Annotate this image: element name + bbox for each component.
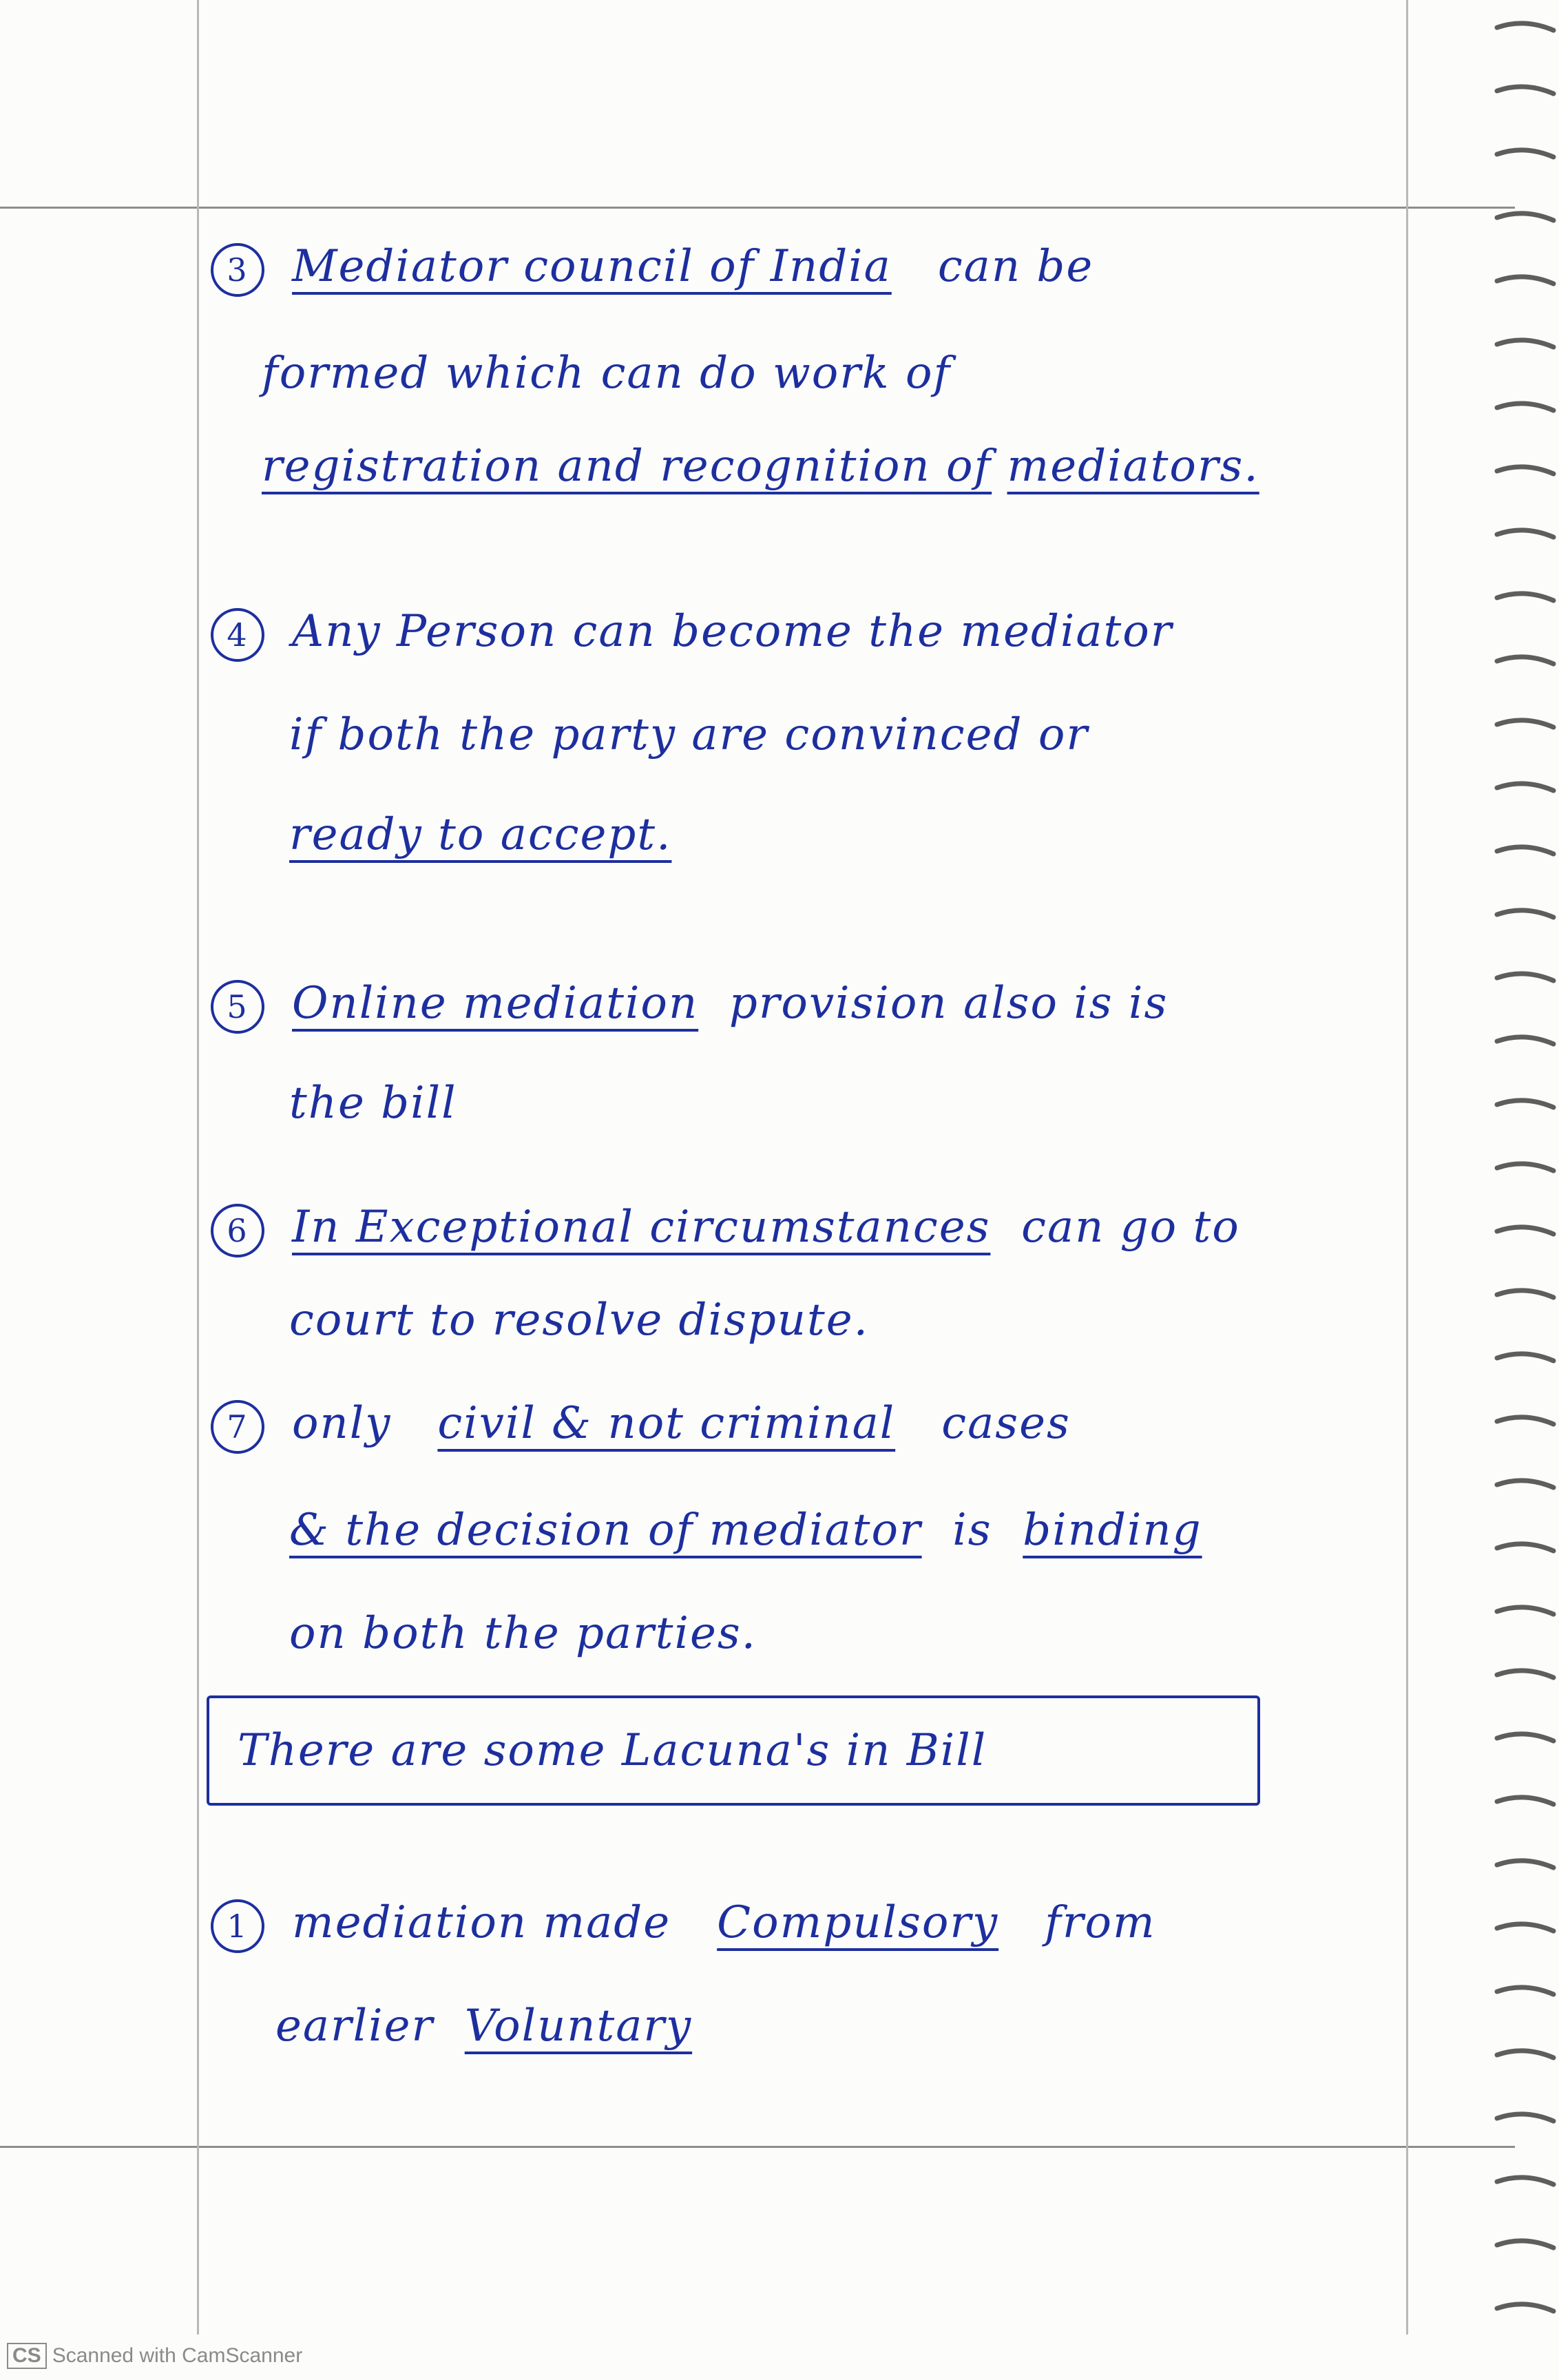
point-number-badge: 3: [211, 243, 264, 297]
spiral-coil: [1497, 1607, 1553, 1614]
ruled-line-bottom: [0, 2146, 1515, 2148]
point-5-line-2: the bill: [289, 1078, 457, 1129]
spiral-coil: [1497, 2051, 1553, 2058]
spiral-coil: [1497, 87, 1553, 94]
spiral-coil: [1497, 467, 1553, 474]
lacunae-heading: There are some Lacuna's in Bill: [238, 1725, 987, 1776]
point-4-line-2: if both the party are convinced or: [289, 709, 1089, 760]
spiral-coil: [1497, 847, 1553, 854]
spiral-coil: [1497, 2304, 1553, 2311]
spiral-coil: [1497, 1100, 1553, 1107]
spiral-coil: [1497, 404, 1553, 410]
spiral-coil: [1497, 23, 1553, 30]
margin-line-left: [197, 0, 199, 2335]
spiral-coil: [1497, 1291, 1553, 1297]
point-3-line-3: registration and recognition of mediators.: [262, 441, 1259, 492]
spiral-coil: [1497, 1671, 1553, 1678]
spiral-coil: [1497, 277, 1553, 284]
spiral-coil: [1497, 1164, 1553, 1171]
spiral-coil: [1497, 2178, 1553, 2184]
point-number-badge: 1: [211, 1899, 264, 1953]
spiral-coil: [1497, 340, 1553, 347]
spiral-coil: [1497, 1924, 1553, 1931]
spiral-coil: [1497, 974, 1553, 981]
point-number-badge: 7: [211, 1400, 264, 1454]
ruled-line-top: [0, 207, 1515, 209]
margin-line-right: [1406, 0, 1408, 2335]
point-6-line-2: court to resolve dispute.: [289, 1295, 869, 1346]
spiral-coil: [1497, 657, 1553, 664]
lacuna-1-line-2: earlier Voluntary: [275, 2001, 693, 2052]
spiral-coil: [1497, 1797, 1553, 1804]
binding-line-2: on both the parties.: [289, 1608, 757, 1659]
spiral-coil: [1497, 1037, 1553, 1044]
spiral-coil: [1497, 1417, 1553, 1424]
point-7-line-1: 7 only civil & not criminal cases: [211, 1398, 1071, 1454]
spiral-coil: [1497, 1987, 1553, 1994]
lacuna-1-line-1: 1 mediation made Compulsory from: [211, 1897, 1156, 1953]
point-4-line-3: ready to accept.: [289, 809, 672, 860]
point-3-line-2: formed which can do work of: [262, 348, 952, 399]
point-number-badge: 4: [211, 608, 264, 662]
point-number-badge: 6: [211, 1204, 264, 1257]
spiral-coil: [1497, 1481, 1553, 1488]
camscanner-watermark: CS Scanned with CamScanner: [7, 2343, 302, 2369]
point-3-line-1: 3 Mediator council of India can be: [211, 241, 1094, 297]
spiral-coil: [1497, 150, 1553, 157]
spiral-coil: [1497, 213, 1553, 220]
spiral-coil: [1497, 2241, 1553, 2248]
spiral-coil: [1497, 1861, 1553, 1868]
spiral-coil: [1497, 1227, 1553, 1234]
spiral-coil: [1497, 2114, 1553, 2121]
spiral-binding-icon: [1476, 0, 1559, 2380]
spiral-coil: [1497, 1354, 1553, 1361]
point-number-badge: 5: [211, 980, 264, 1034]
spiral-coil: [1497, 910, 1553, 917]
spiral-coil: [1497, 594, 1553, 601]
point-6-line-1: 6 In Exceptional circumstances can go to: [211, 1202, 1240, 1257]
binding-line-1: & the decision of mediator is binding: [289, 1505, 1202, 1556]
spiral-coil: [1497, 530, 1553, 537]
point-5-line-1: 5 Online mediation provision also is is: [211, 978, 1168, 1034]
spiral-coil: [1497, 784, 1553, 791]
spiral-coil: [1497, 1734, 1553, 1741]
spiral-coil: [1497, 720, 1553, 727]
camscanner-logo-icon: CS: [7, 2343, 47, 2369]
spiral-coil: [1497, 1544, 1553, 1551]
point-4-line-1: 4 Any Person can become the mediator: [211, 606, 1173, 662]
